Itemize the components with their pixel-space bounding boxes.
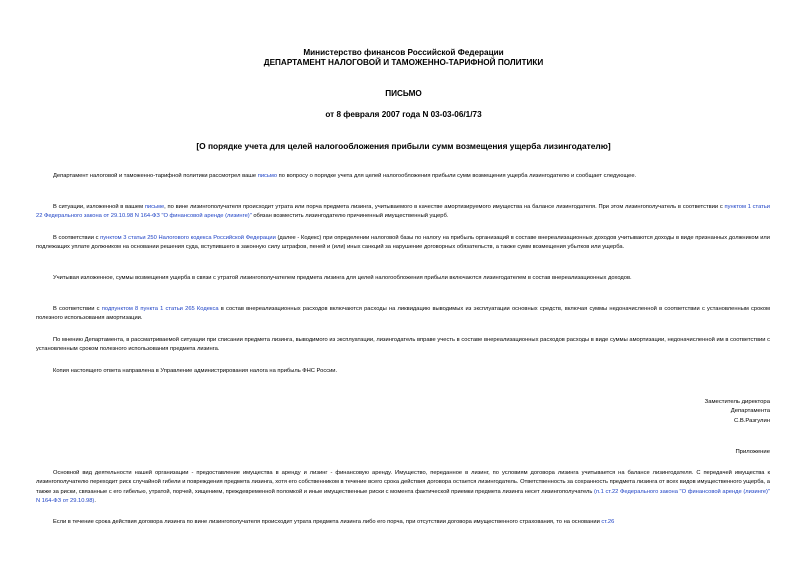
document-link[interactable]: (п.1 ст.22 Федерального закона "О финансовой аренде (лизинге)" N 164-ФЗ от 29.10.98) <box>36 488 770 505</box>
signature-name: С.В.Разгулин <box>733 417 770 424</box>
paragraph-8 <box>36 469 770 507</box>
paragraph-text: Копия настоящего ответа направлена в Управление администрирования налога на прибыль ФНС России. <box>53 368 338 374</box>
paragraph-7 <box>36 367 770 376</box>
document-link[interactable]: подпунктом 8 пункта 1 статьи 265 Кодекса <box>101 306 219 312</box>
signature-department: Департамента <box>730 408 770 415</box>
document-link[interactable]: пунктом 1 статьи 22 Федерального закона от 29.10.98 N 164-ФЗ "О финансовой аренде (лизинге)" <box>36 204 770 220</box>
document-subject: [О порядке учета для целей налогообложения прибыли сумм возмещения ущерба лизингодателю] <box>196 141 611 151</box>
paragraph-3 <box>36 234 770 253</box>
document-link[interactable]: пунктом 3 статьи 250 Налогового кодекса Российской Федерации <box>100 235 276 241</box>
paragraph-text: обязан возместить лизингодателю причиненный имущественный ущерб. <box>251 213 449 220</box>
document-date-number: от 8 февраля 2007 года N 03-03-06/1/73 <box>325 110 482 119</box>
paragraph-text: (далее - Кодекс) при определении налоговой базы по налогу на прибыль организаций в составе внереализационных доходов учитываются доходы в виде признанных должником или подлежащих уплате должником на основании решения суда, вступившего в законную силу штрафов, пеней и (или) иных санкций за нарушение договорных обязательств, а также сумм возмещения убытков или ущерба. <box>36 235 771 251</box>
paragraph-text: Департамент налоговой и таможенно-тарифной политики рассмотрел ваше <box>53 173 258 179</box>
paragraph-text: , по вине лизингополучателя происходит утрата или порча предмета лизинга, учитываемого в качестве амортизируемого имущества на балансе лизингодателя. При этом лизингополучатель в соответствии с <box>164 204 725 210</box>
document-link[interactable]: ст.26 <box>601 519 615 525</box>
paragraph-text: . <box>94 498 96 505</box>
appendix-label: Приложение <box>735 449 770 455</box>
document-link[interactable]: письмо <box>257 173 278 179</box>
department-heading: ДЕПАРТАМЕНТ НАЛОГОВОЙ И ТАМОЖЕННО-ТАРИФНОЙ ПОЛИТИКИ <box>263 58 544 67</box>
paragraph-6 <box>36 336 770 355</box>
paragraph-text: По мнению Департамента, в рассматриваемой ситуации при списании предмета лизинга, выводимого из эксплуатации, лизингодатель вправе учесть в составе внереализационных расходов расходы в виде суммы амортизации, недоначисленной им в соответствии с установленным сроком полезного использования предмета лизинга. <box>36 337 770 353</box>
paragraph-text: В соответствии с <box>53 235 101 241</box>
signature-position: Заместитель директора <box>704 399 770 405</box>
paragraph-9 <box>36 518 770 527</box>
paragraph-4 <box>36 274 770 283</box>
document-type: ПИСЬМО <box>385 89 422 98</box>
paragraph-5 <box>36 305 770 324</box>
document-link[interactable]: письме <box>144 204 165 210</box>
paragraph-text: Если в течение срока действия договора лизинга по вине лизингополучателя происходит утрата предмета лизинга либо его порча, при отсутствии договора имущественного страхования, то на основании <box>53 519 602 525</box>
paragraph-text: Учитывая изложенное, суммы возмещения ущерба в связи с утратой лизингополучателем предмета лизинга для целей налогообложения прибыли включаются лизингодателем в состав внереализационных доходов. <box>53 275 632 281</box>
paragraph-2 <box>36 203 770 222</box>
paragraph-text: В соответствии с <box>53 306 102 312</box>
paragraph-1 <box>36 172 770 181</box>
paragraph-text: в состав внереализационных расходов включаются расходы на ликвидацию выводимых из эксплуатации основных средств, включая суммы недоначисленной в соответствии с установленным сроком полезного использования амортизации. <box>36 306 770 322</box>
paragraph-text: Основной вид деятельности нашей организации - предоставление имущества в аренду и лизинг - финансовую аренду. Имущество, переданное в лизинг, по условиям договора лизинга учитывается на балансе лизингодателя. С передачей имущества к лизингополучателю переходит риск случайной гибели и повреждения предмета лизинга, хотя его собственником в течение всего срока действия договора остается лизингодатель. Ответственность за сохранность предмета лизинга от всех видов имущественного ущерба, а также за риски, связанные с его гибелью, утратой, порчей, хищением, преждевременной поломкой и иные имущественные риски с момента фактической приемки предмета лизинга несет лизингополучатель <box>36 470 770 495</box>
paragraph-text: по вопросу о порядке учета для целей налогообложения прибыли сумм возмещения ущерба лизингодателю и сообщает следующее. <box>277 173 637 179</box>
ministry-heading: Министерство финансов Российской Федерации <box>303 48 504 57</box>
signature-block <box>705 398 770 426</box>
paragraph-text: В ситуации, изложенной в вашем <box>53 204 145 210</box>
